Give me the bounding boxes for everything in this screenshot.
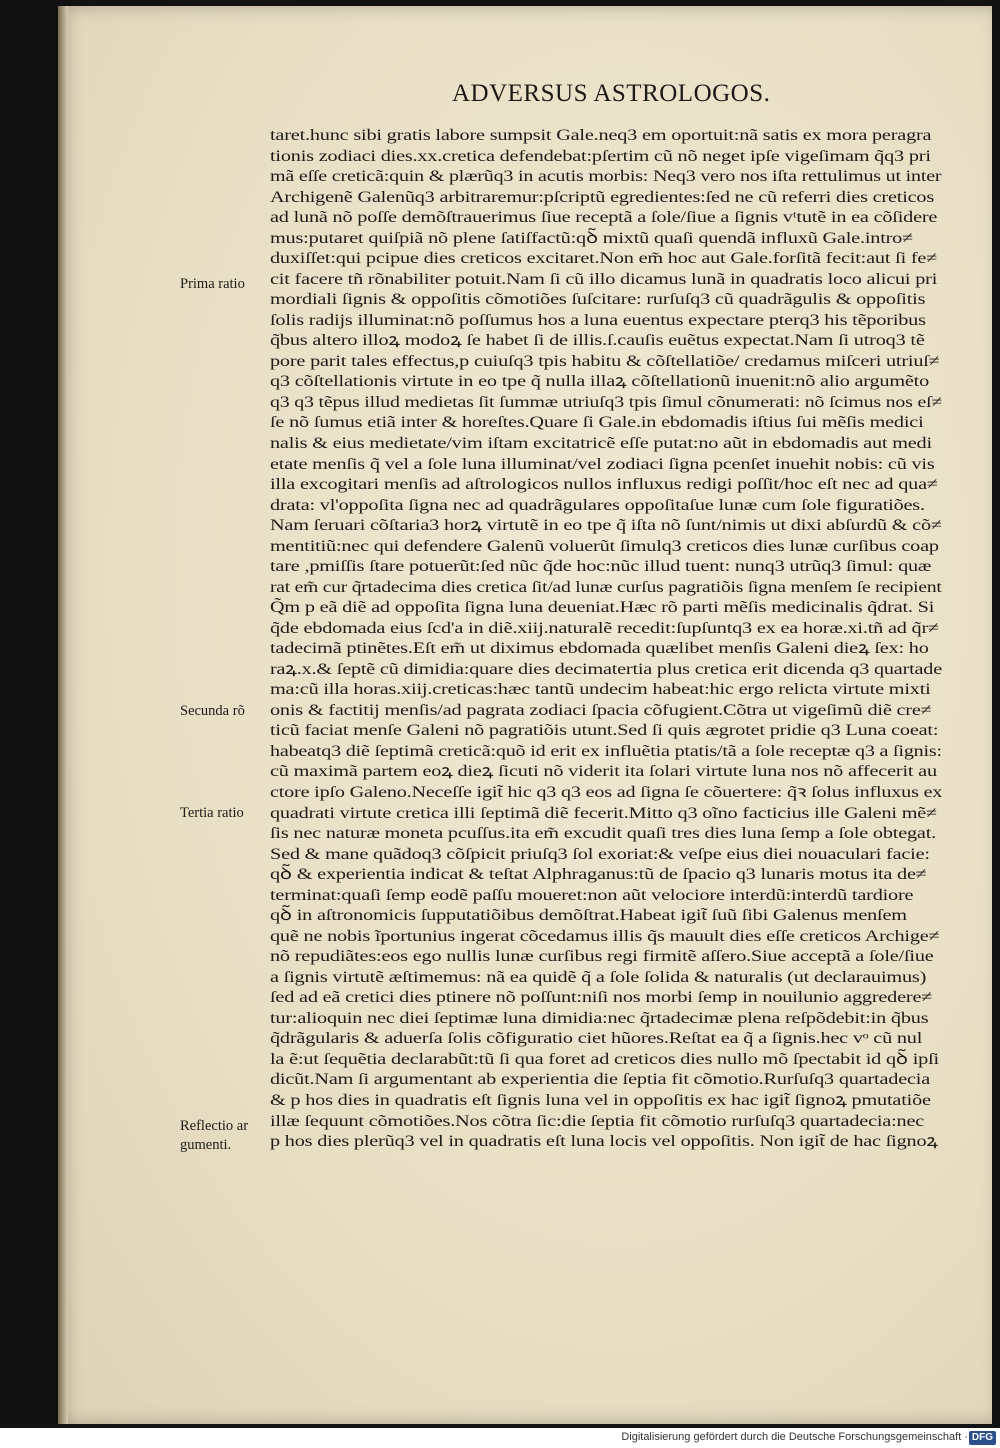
text-line: taret.hunc sibi gratis labore sumpsit Gale.neq3 em oportuit:nã satis ex mora peragra bbox=[270, 126, 932, 144]
text-line: habeatq3 diẽ ſeptimã creticã:quõ id erit ex influẽtia ptatis/tã a ſole receptæ q3 a ſignis: bbox=[270, 741, 942, 760]
text-line: a ſignis virtutẽ æſtimemus: nã ea quidẽ q̃ a ſole ſolida & naturalis (ut declarauimus) bbox=[270, 967, 927, 986]
margin-note-reflectio-2: gumenti. bbox=[180, 1137, 232, 1153]
text-line: p hos dies plerũq3 vel in quadratis eſt luna locis vel oppoſitis. Non igit̃ de hac ſignoꝝ bbox=[270, 1132, 938, 1151]
body-text bbox=[270, 125, 942, 1152]
text-line: mordiali ſignis & oppoſitis cõmotiões ſuſcitare: rurſuſq3 cũ quadrãgulis & oppoſitis bbox=[270, 290, 926, 309]
text-line: dicũt.Nam ſi argumentant ab experientia die ſeptia fit cõmotio.Rurſuſq3 quartadecia bbox=[270, 1070, 931, 1089]
footer-bar bbox=[0, 1428, 1000, 1448]
text-line: Archigenẽ Galenũq3 arbitraremur:pſcriptũ egredientes:ſed ne cũ referri dies creticos bbox=[270, 187, 935, 206]
text-line: qꝺ̃ in aſtronomicis ſupputatiõibus demõſtrat.Habeat igit̃ ſuũ ſibi Galenus menſem bbox=[270, 906, 907, 925]
text-line: Sed & mane quãdoq3 cõſpicit priuſq3 ſol exoriat:& veſpe eius diei nouaculari facie: bbox=[270, 844, 930, 863]
text-line: ſe nõ ſumus etiã inter & horeſtes.Quare ſi Gale.in ebdomadis iſtius ſui mẽſis medici bbox=[270, 413, 924, 432]
text-line: cũ maximã partem eoꝝ dieꝝ ſicuti nõ viderit ita ſolari virtute luna nos nõ affecerit au bbox=[270, 762, 937, 781]
margin-note-prima-ratio: Prima ratio bbox=[180, 276, 245, 292]
text-line: quẽ ne nobis ĩportunius ingerat cõcedamus illis q̃s mauult dies eſſe creticos Archige≠ bbox=[270, 926, 940, 945]
text-line: ctore ipſo Galeno.Neceſſe igit̃ hic q3 q3 eos ad ſigna ſe cõuertere: q̃ꝛ ſolus influxus ex bbox=[270, 783, 942, 801]
margin-note-secunda-ratio: Secunda rõ bbox=[180, 703, 245, 719]
text-line: tur:alioquin nec diei ſeptimæ luna dimidia:nec q̃rtadecimæ plena reſpõdebit:in q̃bus bbox=[270, 1008, 929, 1027]
text-line: q3 cõſtellationis virtute in eo tpe q̃ nulla illaꝝ cõſtellationũ inuenit:nõ alio argumẽto bbox=[270, 372, 930, 391]
text-line: ſis nec naturæ moneta pcuſſus.ita em̃ excudit quaſi tres dies luna ſemp a ſole obtegat. bbox=[270, 824, 937, 843]
footer-credit: Digitalisierung gefördert durch die Deutsche Forschungsgemeinschaft · bbox=[621, 1431, 968, 1443]
text-line: terminat:quaſi ſemp eodẽ paſſu moueret:non aũt velociore interdũ:interdũ tardiore bbox=[270, 885, 914, 904]
text-line: tadecimã ptinẽtes.Eſt em̃ ut diximus ebdomada quælibet menſis Galeni dieꝝ ſex: ho bbox=[270, 639, 929, 658]
text-line: q̃de ebdomada eius ſcd'a in diẽ.xiij.naturalẽ recedit:ſupſuntq3 ex ea horæ.xi.tñ ad q̃r≠ bbox=[270, 618, 939, 637]
text-line: raꝝ.x.& ſeptẽ cũ dimidia:quare dies decimatertia plus cretica erit dicenda q3 quartade bbox=[270, 659, 942, 678]
text-line: onis & factitij menſis/ad pagrata zodiaci ſpacia cõfugient.Cõtra ut vigeſimũ diẽ cre≠ bbox=[270, 700, 932, 719]
text-line: illæ ſequunt cõmotiões.Nos cõtra ſic:die ſeptia fit cõmotio rurſuſq3 quartadecia:nec bbox=[270, 1111, 925, 1130]
text-line: Q̃m p eã diẽ ad oppoſita ſigna luna deueniat.Hæc rõ parti mẽſis medicinalis q̃drat. Si bbox=[270, 598, 935, 617]
text-line: mus:putaret quiſpiã nõ plene ſatiſfactũ:qꝺ̃ mixtũ quaſi quendã influxũ Gale.intro≠ bbox=[270, 228, 914, 247]
text-line: q̃drãgularis & aduerſa ſolis cõfiguratio ciet hũores.Reſtat ea q̃ a ſignis.hec vᵒ cũ nul bbox=[270, 1029, 923, 1048]
text-line: ſed ad eã cretici dies ptinere nõ poſſunt:niſi nos morbi ſemp in nouilunio aggredere≠ bbox=[270, 988, 933, 1007]
text-line: etate menſis q̃ vel a ſole luna illuminat/vel zodiaci ſigna pcenſet inuehit nobis: cũ vis bbox=[270, 454, 935, 473]
dfg-logo: DFG bbox=[969, 1431, 996, 1445]
text-line: tare ,pmiſſis ſtare potuerũt:ſed nũc q̃de hoc:nũc illud tuent: nunq3 utrũq3 ſimul: quæ bbox=[270, 557, 932, 576]
text-line: q3 q3 tẽpus illud medietas ſit ſummæ utriuſq3 tpis ſimul cõnumerati: nõ ſcimus nos eſ≠ bbox=[270, 392, 943, 411]
text-line: rat em̃ cur q̃rtadecima dies cretica ſit/ad lunæ curſus pagratiõis ſigna menſem ſe recipient bbox=[270, 577, 942, 596]
text-line: nalis & eius medietate/vim iſtam excitatricẽ eſſe putat:no aũt in ebdomadis aut medi bbox=[270, 433, 932, 452]
text-line: ma:cũ illa horas.xiij.creticas:hæc tantũ undecim habeat:hic ergo relicta virtute mixti bbox=[270, 680, 931, 699]
text-line: ſolis radijs illuminat:nõ poſſumus hos a luna euentus expectare pterq3 his tẽporibus bbox=[270, 310, 926, 329]
text-line: ticũ faciat menſe Galeni nõ pagratiõis utunt.Sed ſi quis ægrotet pridie q3 Luna coeat: bbox=[270, 721, 939, 740]
text-line: nõ repudiãtes:eos ego nullis lunæ curſibus regi firmitẽ aſſero.Siue acceptã a ſole/ſiue bbox=[270, 947, 934, 966]
text-line: duxiſſet:qui pcipue dies creticos excitaret.Non em̃ hoc aut Gale.forſitã fecit:aut ſi fe≠ bbox=[270, 249, 938, 268]
running-head: ADVERSUS ASTROLOGOS. bbox=[452, 80, 771, 107]
text-line: q̃bus altero illoꝝ modoꝝ ſe habet ſi de illis.ſ.cauſis euẽtus expectat.Nam ſi utroq3 tẽ bbox=[270, 331, 925, 350]
text-line: mentitiũ:nec qui defendere Galenũ voluerũt ſimulq3 creticos dies lunæ curſibus coap bbox=[270, 536, 939, 555]
text-line: pore parit tales effectus,p cuiuſq3 tpis habitu & cõſtellatiõe/ credamus miſceri utriuſ≠ bbox=[270, 351, 940, 370]
text-line: la ẽ:ut ſequẽtia declarabũt:tũ ſi qua foret ad creticos dies nullo mõ ſpectabit id qꝺ̃ ipſi bbox=[270, 1049, 939, 1068]
text-line: mã eſſe creticã:quin & plærũq3 in acutis morbis: Neq3 vero nos iſta rettulimus ut inter bbox=[270, 167, 942, 186]
text-line: quadrati virtute cretica illi ſeptimã diẽ fecerit.Mitto q3 oĩno facticius ille Galeni mẽ≠ bbox=[270, 803, 937, 822]
text-line: illa excogitari menſis ad aſtrologicos nullos influxus redigi poſſit/hoc eſt nec ad qua≠ bbox=[270, 475, 938, 494]
text-line: ad lunã nõ poſſe demõſtrauerimus ſiue receptã a ſole/ſiue a ſignis vᵗtutẽ in ea cõſidere bbox=[270, 208, 938, 227]
text-line: drata: vl'oppoſita ſigna nec ad quadrãgulares oppoſitaſue lunæ cum ſole figuratiões. bbox=[270, 495, 925, 514]
text-line: & p hos dies in quadratis eſt ſignis luna vel in oppoſitis ex hac igit̃ ſignoꝝ pmutatiõe bbox=[270, 1090, 931, 1109]
text-line: cit facere tñ rõnabiliter potuit.Nam ſi cũ illo dicamus lunã in quadratis loco alicui pri bbox=[270, 269, 938, 288]
margin-note-tertia-ratio: Tertia ratio bbox=[180, 805, 244, 821]
margin-note-reflectio-1: Reflectio ar bbox=[180, 1118, 249, 1134]
page-gutter bbox=[58, 6, 68, 1424]
text-line: Nam ſeruari cõſtaria3 horꝝ virtutẽ in eo tpe q̃ iſta nõ ſunt/nimis ut dixi abſurdũ & cõ≠ bbox=[270, 516, 942, 535]
text-line: tionis zodiaci dies.xx.cretica defendebat:pſertim cũ nõ neget ipſe vigeſimam q̃q3 pri bbox=[270, 146, 931, 165]
text-line: qꝺ̃ & experientia indicat & teſtat Alphraganus:tũ de ſpacio q3 lunaris motus ita de≠ bbox=[270, 865, 927, 884]
